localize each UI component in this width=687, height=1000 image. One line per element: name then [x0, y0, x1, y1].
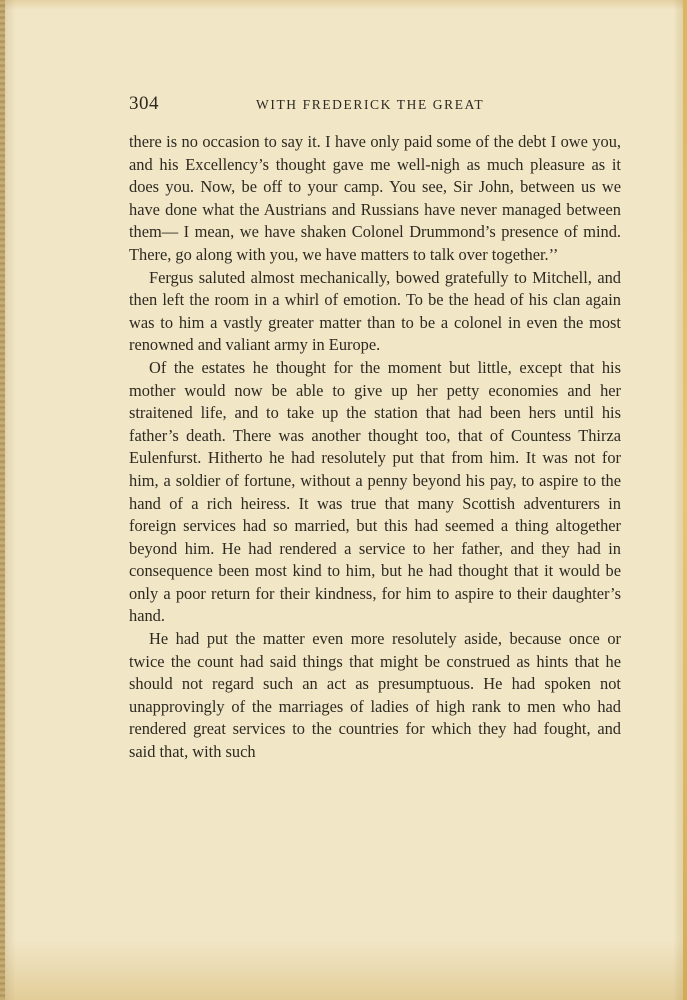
page-number: 304: [129, 93, 159, 114]
running-header: [129, 93, 621, 115]
paragraph-continued: there is no occasion to say it. I have only paid some of the debt I owe you, and his Excellency’s thought gave me well-nigh as much pleasure as it does you. Now, be off to your camp. You see, Sir John, between us we have done what the Austrians and Russians have never managed between them— I mean, we have shaken Colonel Drummond’s presence of mind. There, go along with you, we have matters to talk over together.’’: [129, 132, 621, 264]
paragraph: Fergus saluted almost mechanically, bowed gratefully to Mitchell, and then left the room in a whirl of emotion. To be the head of his clan again was to him a vastly greater matter than to be a colonel in even the most renowned and valiant army in Europe.: [129, 267, 621, 355]
page-right-edge: [683, 0, 687, 1000]
paragraph: He had put the matter even more resolutely aside, because once or twice the count had said things that might be construed as hints that he should not regard such an act as presumptuous. He had spoken not unapprovingly of the marriages of ladies of high rank to men who had rendered great services to the countries for which they had fought, and said that, with such: [129, 629, 621, 762]
paragraph: Of the estates he thought for the moment but little, except that his mother would now be able to give up her petty economies and her straitened life, and to take up the station that had been hers until his father’s death. There was another thought too, that of Countess Thirza Eulenfurst. Hitherto he had resolutely put that from him. It was not for him, a soldier of fortune, without a penny beyond his pay, to aspire to the hand of a rich heiress. It was true that many Scottish adventurers in foreign services had so married, but this had seemed a thing altogether beyond him. He had rendered a service to her father, and they had in consequence been most kind to him, but he had thought that it would be only a poor return for their kindness, for him to aspire to their daughter’s hand.: [129, 357, 621, 626]
page-binding-edge: [0, 0, 5, 1000]
body-text: [129, 131, 621, 764]
running-title: WITH FREDERICK THE GREAT: [256, 97, 485, 112]
